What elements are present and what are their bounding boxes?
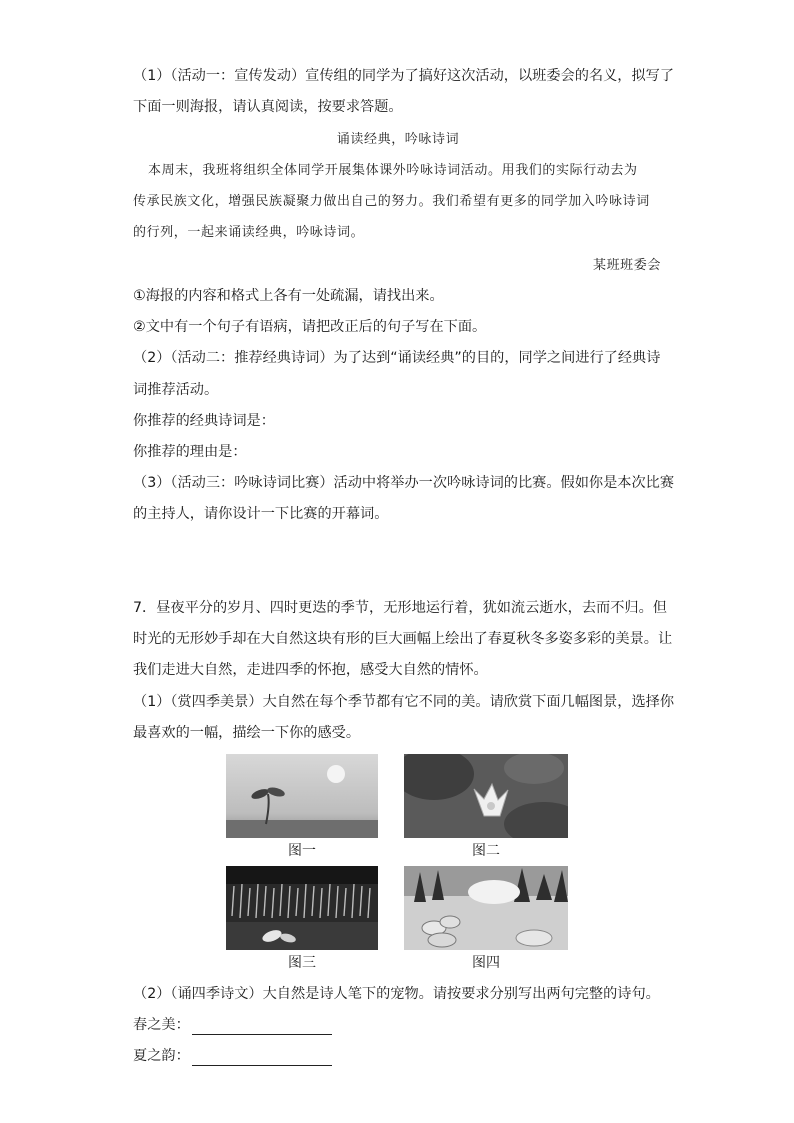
poster-body-line1: 本周末，我班将组织全体同学开展集体课外吟咏诗词活动。用我们的实际行动去为 (148, 163, 638, 178)
figure-2-caption: 图二 (472, 843, 500, 859)
q6-sub-question-1: ①海报的内容和格式上各有一处疏漏，请找出来。 (133, 288, 444, 304)
q6-part1-line1: （1）（活动一：宣传发动）宣传组的同学为了搞好这次活动，以班委会的名义，拟写了 (133, 68, 675, 84)
figure-3-autumn-field-image (226, 866, 378, 950)
figure-2-lotus-image (404, 754, 568, 838)
figure-4-winter-image (404, 866, 568, 950)
recommend-poem-prompt: 你推荐的经典诗词是： (133, 413, 275, 429)
spring-answer-row (133, 1015, 673, 1035)
figure-1-seedling-image (226, 754, 378, 838)
q6-part1-line2: 下面一则海报，请认真阅读，按要求答题。 (133, 99, 403, 115)
q6-part2-line2: 词推荐活动。 (133, 382, 219, 398)
figure-1-caption: 图一 (288, 843, 316, 859)
figure-3-caption: 图三 (288, 955, 316, 971)
q7-part1-line2: 最喜欢的一幅，描绘一下你的感受。 (133, 725, 361, 741)
q6-sub-question-2: ②文中有一个句子有语病，请把改正后的句子写在下面。 (133, 319, 487, 335)
recommend-reason-prompt: 你推荐的理由是： (133, 444, 247, 460)
poster-title: 诵读经典，吟咏诗词 (336, 132, 460, 147)
spring-label: 春之美： (133, 1017, 190, 1033)
q6-part3-line1: （3）（活动三：吟咏诗词比赛）活动中将举办一次吟咏诗词的比赛。假如你是本次比赛 (133, 475, 675, 491)
summer-label: 夏之韵： (133, 1048, 190, 1064)
poster-signature: 某班班委会 (592, 258, 661, 273)
q7-intro-line1: 7．昼夜平分的岁月、四时更迭的季节，无形地运行着，犹如流云逝水，去而不归。但 (133, 600, 667, 616)
summer-answer-row (133, 1046, 673, 1066)
summer-answer-blank[interactable] (192, 1050, 332, 1066)
spring-answer-blank[interactable] (192, 1019, 332, 1035)
figure-4-caption: 图四 (472, 955, 500, 971)
q6-part2-line1: （2）（活动二：推荐经典诗词）为了达到“诵读经典”的目的，同学之间进行了经典诗 (133, 350, 661, 366)
q7-part2-line1: （2）（诵四季诗文）大自然是诗人笔下的宠物。请按要求分别写出两句完整的诗句。 (133, 986, 660, 1002)
q6-part3-line2: 的主持人，请你设计一下比赛的开幕词。 (133, 506, 389, 522)
poster-body-line3: 的行列，一起来诵读经典，吟咏诗词。 (133, 225, 365, 240)
q7-intro-line3: 我们走进大自然，走进四季的怀抱，感受大自然的情怀。 (133, 662, 488, 678)
poster-body-line2: 传承民族文化，增强民族凝聚力做出自己的努力。我们希望有更多的同学加入吟咏诗词 (133, 194, 650, 209)
q7-intro-line2: 时光的无形妙手却在大自然这块有形的巨大画幅上绘出了春夏秋冬多姿多彩的美景。让 (133, 631, 673, 647)
q7-part1-line1: （1）（赏四季美景）大自然在每个季节都有它不同的美。请欣赏下面几幅图景，选择你 (133, 694, 675, 710)
